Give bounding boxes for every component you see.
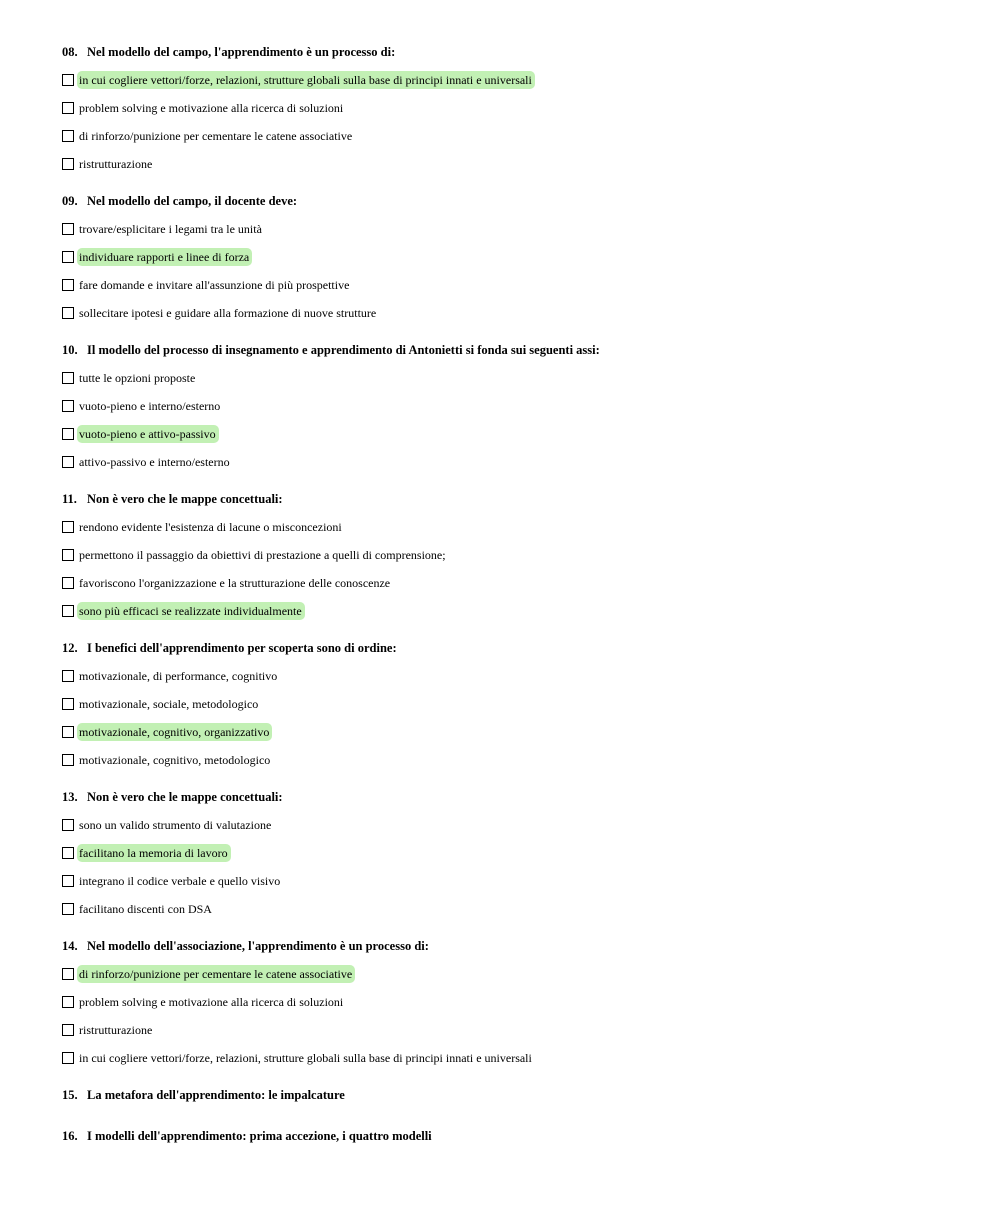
- question-title: [62, 936, 962, 956]
- answer-options: [62, 662, 962, 774]
- question-text: I modelli dell'apprendimento: prima accezione, i quattro modelli: [87, 1129, 432, 1143]
- answer-option[interactable]: [62, 66, 962, 94]
- question-text: Non è vero che le mappe concettuali:: [87, 492, 283, 506]
- empty-checkbox-icon[interactable]: [62, 223, 74, 235]
- answer-option[interactable]: [62, 597, 962, 625]
- question-title: [62, 1126, 962, 1146]
- question-number: 09.: [62, 194, 78, 208]
- answer-label: sollecitare ipotesi e guidare alla formazione di nuove strutture: [79, 306, 377, 320]
- question-number: 16.: [62, 1129, 78, 1143]
- empty-checkbox-icon[interactable]: [62, 521, 74, 533]
- question-number: 10.: [62, 343, 78, 357]
- question-block: [62, 42, 962, 191]
- answer-label: facilitano discenti con DSA: [79, 902, 212, 916]
- answer-label: in cui cogliere vettori/forze, relazioni, strutture globali sulla base di principi innati e universali: [79, 1051, 532, 1065]
- empty-checkbox-icon[interactable]: [62, 726, 74, 738]
- empty-checkbox-icon[interactable]: [62, 549, 74, 561]
- question-block: [62, 340, 962, 489]
- answer-option[interactable]: [62, 150, 962, 178]
- answer-label: permettono il passaggio da obiettivi di prestazione a quelli di comprensione;: [79, 548, 446, 562]
- answer-options: [62, 215, 962, 327]
- answer-options: [62, 513, 962, 625]
- empty-checkbox-icon[interactable]: [62, 102, 74, 114]
- answer-label: ristrutturazione: [79, 157, 153, 171]
- answer-label: problem solving e motivazione alla ricerca di soluzioni: [79, 995, 344, 1009]
- empty-checkbox-icon[interactable]: [62, 307, 74, 319]
- answer-options: [62, 66, 962, 178]
- answer-label: ristrutturazione: [79, 1023, 153, 1037]
- answer-option[interactable]: [62, 988, 962, 1016]
- answer-label: sono un valido strumento di valutazione: [79, 818, 272, 832]
- question-text: Nel modello dell'associazione, l'apprendimento è un processo di:: [87, 939, 429, 953]
- empty-checkbox-icon[interactable]: [62, 903, 74, 915]
- question-number: 15.: [62, 1088, 78, 1102]
- empty-checkbox-icon[interactable]: [62, 670, 74, 682]
- answer-label: problem solving e motivazione alla ricerca di soluzioni: [79, 101, 344, 115]
- empty-checkbox-icon[interactable]: [62, 1052, 74, 1064]
- answer-option[interactable]: [62, 243, 962, 271]
- empty-checkbox-icon[interactable]: [62, 605, 74, 617]
- answer-option[interactable]: [62, 364, 962, 392]
- question-text: Nel modello del campo, il docente deve:: [87, 194, 298, 208]
- question-number: 11.: [62, 492, 77, 506]
- answer-label: di rinforzo/punizione per cementare le catene associative: [79, 129, 353, 143]
- answer-options: [62, 811, 962, 923]
- answer-option[interactable]: [62, 895, 962, 923]
- answer-option[interactable]: [62, 811, 962, 839]
- empty-checkbox-icon[interactable]: [62, 577, 74, 589]
- empty-checkbox-icon[interactable]: [62, 400, 74, 412]
- answer-option[interactable]: [62, 718, 962, 746]
- answer-label-correct: in cui cogliere vettori/forze, relazioni, strutture globali sulla base di principi innati e universali: [77, 71, 535, 89]
- question-block: [62, 489, 962, 638]
- answer-option[interactable]: [62, 271, 962, 299]
- answer-option[interactable]: [62, 569, 962, 597]
- empty-checkbox-icon[interactable]: [62, 819, 74, 831]
- question-title: [62, 191, 962, 211]
- empty-checkbox-icon[interactable]: [62, 456, 74, 468]
- empty-checkbox-icon[interactable]: [62, 754, 74, 766]
- question-title: [62, 340, 962, 360]
- answer-label: motivazionale, sociale, metodologico: [79, 697, 259, 711]
- empty-checkbox-icon[interactable]: [62, 158, 74, 170]
- question-block: [62, 638, 962, 787]
- answer-option[interactable]: [62, 662, 962, 690]
- empty-checkbox-icon[interactable]: [62, 875, 74, 887]
- answer-option[interactable]: [62, 94, 962, 122]
- question-number: 14.: [62, 939, 78, 953]
- answer-label-correct: motivazionale, cognitivo, organizzativo: [77, 723, 272, 741]
- question-text: Non è vero che le mappe concettuali:: [87, 790, 283, 804]
- answer-option[interactable]: [62, 867, 962, 895]
- empty-checkbox-icon[interactable]: [62, 372, 74, 384]
- answer-option[interactable]: [62, 448, 962, 476]
- answer-label: integrano il codice verbale e quello visivo: [79, 874, 281, 888]
- empty-checkbox-icon[interactable]: [62, 428, 74, 440]
- answer-label-correct: individuare rapporti e linee di forza: [77, 248, 252, 266]
- answer-option[interactable]: [62, 746, 962, 774]
- question-title: [62, 489, 962, 509]
- answer-option[interactable]: [62, 541, 962, 569]
- question-text: Il modello del processo di insegnamento e apprendimento di Antonietti si fonda sui seguenti assi:: [87, 343, 600, 357]
- answer-label: trovare/esplicitare i legami tra le unità: [79, 222, 262, 236]
- empty-checkbox-icon[interactable]: [62, 698, 74, 710]
- answer-option[interactable]: [62, 420, 962, 448]
- empty-checkbox-icon[interactable]: [62, 968, 74, 980]
- empty-checkbox-icon[interactable]: [62, 996, 74, 1008]
- answer-option[interactable]: [62, 513, 962, 541]
- answer-option[interactable]: [62, 122, 962, 150]
- empty-checkbox-icon[interactable]: [62, 251, 74, 263]
- question-block: [62, 787, 962, 936]
- empty-checkbox-icon[interactable]: [62, 1024, 74, 1036]
- answer-option[interactable]: [62, 1044, 962, 1072]
- question-number: 08.: [62, 45, 78, 59]
- answer-label: favoriscono l'organizzazione e la strutturazione delle conoscenze: [79, 576, 391, 590]
- answer-label-correct: facilitano la memoria di lavoro: [77, 844, 231, 862]
- question-title: [62, 42, 962, 62]
- question-text: I benefici dell'apprendimento per scoperta sono di ordine:: [87, 641, 397, 655]
- question-text: Nel modello del campo, l'apprendimento è un processo di:: [87, 45, 396, 59]
- answer-options: [62, 960, 962, 1072]
- question-number: 13.: [62, 790, 78, 804]
- question-block: [62, 1126, 962, 1167]
- empty-checkbox-icon[interactable]: [62, 847, 74, 859]
- question-text: La metafora dell'apprendimento: le impalcature: [87, 1088, 345, 1102]
- answer-option[interactable]: [62, 215, 962, 243]
- question-title: [62, 787, 962, 807]
- answer-label-correct: di rinforzo/punizione per cementare le catene associative: [77, 965, 355, 983]
- answer-label: motivazionale, cognitivo, metodologico: [79, 753, 271, 767]
- answer-label: motivazionale, di performance, cognitivo: [79, 669, 278, 683]
- question-block: [62, 191, 962, 340]
- answer-label-correct: vuoto-pieno e attivo-passivo: [77, 425, 219, 443]
- question-number: 12.: [62, 641, 78, 655]
- answer-label: attivo-passivo e interno/esterno: [79, 455, 230, 469]
- answer-option[interactable]: [62, 1016, 962, 1044]
- answer-label: tutte le opzioni proposte: [79, 371, 196, 385]
- answer-option[interactable]: [62, 960, 962, 988]
- answer-option[interactable]: [62, 690, 962, 718]
- question-title: [62, 1085, 962, 1105]
- answer-options: [62, 364, 962, 476]
- answer-label-correct: sono più efficaci se realizzate individualmente: [77, 602, 305, 620]
- empty-checkbox-icon[interactable]: [62, 74, 74, 86]
- question-block: [62, 1085, 962, 1126]
- empty-checkbox-icon[interactable]: [62, 130, 74, 142]
- quiz-document: [62, 42, 962, 1167]
- answer-label: fare domande e invitare all'assunzione di più prospettive: [79, 278, 350, 292]
- question-block: [62, 936, 962, 1085]
- answer-option[interactable]: [62, 299, 962, 327]
- answer-label: rendono evidente l'esistenza di lacune o misconcezioni: [79, 520, 342, 534]
- answer-option[interactable]: [62, 392, 962, 420]
- answer-label: vuoto-pieno e interno/esterno: [79, 399, 221, 413]
- answer-option[interactable]: [62, 839, 962, 867]
- empty-checkbox-icon[interactable]: [62, 279, 74, 291]
- question-title: [62, 638, 962, 658]
